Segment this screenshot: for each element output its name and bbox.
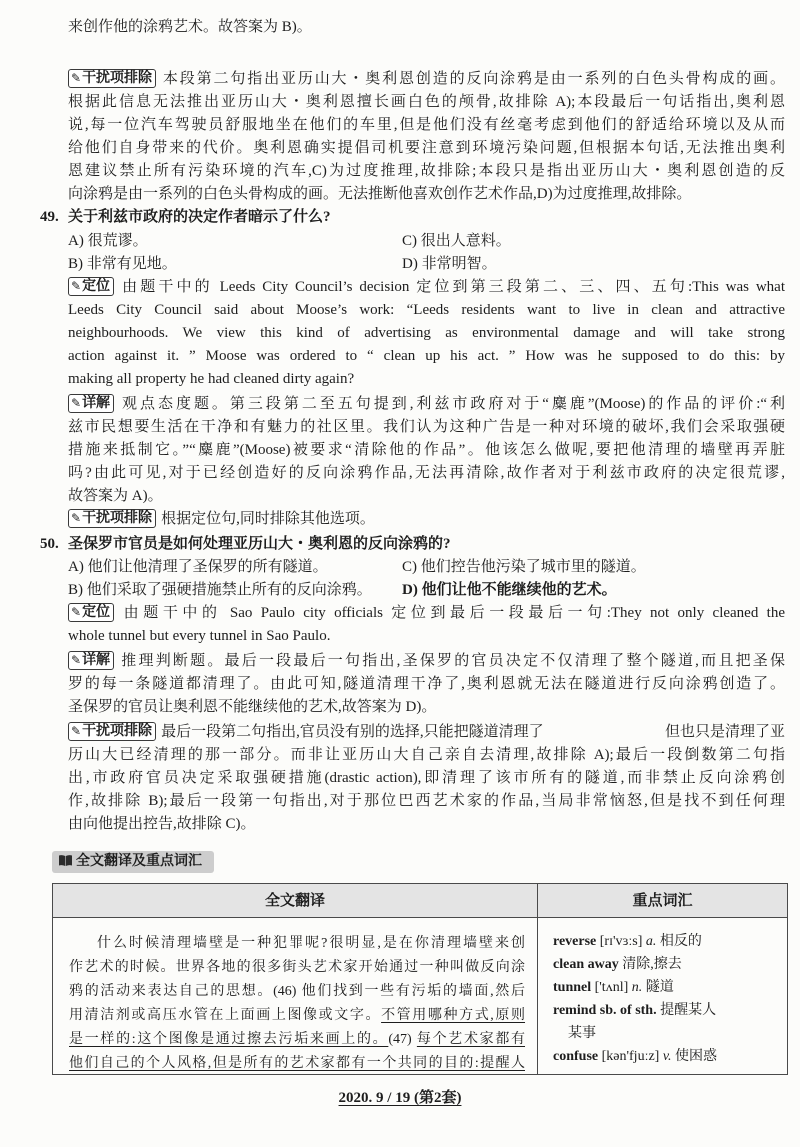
column-header-translation: 全文翻译 bbox=[53, 884, 538, 918]
option-a: A) 很荒谬。 bbox=[68, 233, 148, 249]
text-line: 故答案为 A)。 bbox=[68, 488, 163, 504]
pencil-icon: ✎ bbox=[71, 396, 82, 410]
pencil-icon: ✎ bbox=[71, 605, 82, 619]
option-a: A) 他们让他清理了圣保罗的所有隧道。 bbox=[68, 559, 328, 575]
question-50 bbox=[40, 533, 785, 556]
q50-options bbox=[68, 556, 785, 602]
q50-explanation bbox=[68, 650, 785, 719]
pencil-icon: ✎ bbox=[71, 279, 82, 293]
text-line: 说,每一位汽车驾驶员舒服地坐在他们的车里,但是他们没有丝毫考虑到他们的舒适给环境以及从而 bbox=[68, 117, 785, 133]
question-stem: 49. 关于利兹市政府的决定作者暗示了什么? bbox=[68, 206, 785, 229]
text-line: 恩建议禁止所有污染环境的汽车,C)为过度推理,故排除;本段只是指出亚历山大・奥利恩创造的反 bbox=[68, 163, 785, 179]
vocab-entry: clean away 清除,擦去 bbox=[553, 957, 682, 972]
translation-line: 什么时候清理墙壁是一种犯罪呢?很明显,是在你清理墙壁来创 bbox=[97, 936, 525, 951]
translation-line: 是一样的:这个图像是通过擦去污垢来画上的。(47) 每个艺术家都有 bbox=[69, 1032, 526, 1047]
text-line: 由向他提出控告,故排除 C)。 bbox=[68, 816, 256, 832]
q50-distractor-analysis bbox=[68, 721, 785, 836]
option-d: D) 非常明智。 bbox=[402, 256, 497, 272]
column-header-vocab: 重点词汇 bbox=[538, 884, 787, 918]
text-line: neighbourhoods. We view this kind of advertising as environmental damage and will take strong bbox=[68, 325, 785, 341]
text-line: 吗?由此可见,对于已经创造好的反向涂鸦作品,无法再清除,故作者对于利兹市政府的决定很荒谬, bbox=[68, 465, 785, 481]
explain-tag: ✎详解 bbox=[68, 394, 114, 413]
text-line: 历山大已经清理的那一部分。而非让亚历山大自己亲自去清理,故排除 A);最后一段倒数第二句指 bbox=[68, 747, 785, 763]
question-stem: 50. 圣保罗市官员是如何处理亚历山大・奥利恩的反向涂鸦的? bbox=[68, 533, 785, 556]
distractor-tag: ✎干扰项排除 bbox=[68, 69, 156, 88]
explain-tag: ✎详解 bbox=[68, 651, 114, 670]
text-line: ✎定位 由题干中的 Sao Paulo city officials 定位到最后一段最后一句:They not only cleaned the bbox=[68, 602, 785, 625]
page-footer bbox=[0, 1087, 800, 1110]
translation-line: 用清洁剂或高压水管在上面画上图像或文字。不管用哪种方式,原则 bbox=[69, 1008, 526, 1023]
text-line: 罗的每一条隧道都清理了。由此可知,隧道清理干净了,奥利恩就无法在隧道进行反向涂鸦创造了。 bbox=[68, 676, 785, 692]
vocab-entry: remind sb. of sth. 提醒某人 bbox=[553, 1003, 717, 1018]
text-line: 根据此信息无法推出亚历山大・奥利恩擅长画白色的颅骨,故排除 A);本段最后一句话指出,奥利恩 bbox=[68, 94, 785, 110]
text-line: ✎干扰项排除 根据定位句,同时排除其他选项。 bbox=[68, 508, 785, 531]
issue-label: 2020. 9 / 19 (第2套) bbox=[338, 1090, 462, 1106]
distractor-tag: ✎干扰项排除 bbox=[68, 509, 156, 528]
text-line: 来创作他的涂鸦艺术。故答案为 B)。 bbox=[68, 19, 312, 35]
text-line: making all property he had cleaned dirty again? bbox=[68, 371, 355, 387]
previous-answer-continuation bbox=[68, 16, 785, 39]
q49-explanation bbox=[68, 393, 785, 508]
text-line: 作,故排除 B);最后一段第一句指出,对于那位巴西艺术家的作品,当局非常恼怒,但是找不到任何理 bbox=[68, 793, 785, 809]
vocab-entry: confuse [kən'fjuːz] v. 使困惑 bbox=[553, 1049, 718, 1064]
option-c: C) 他们控告他污染了城市里的隧道。 bbox=[402, 559, 646, 575]
translation-line: 作艺术的时候。世界各地的很多街头艺术家开始通过一种叫做反向涂 bbox=[69, 960, 525, 975]
question-number: 49. bbox=[40, 209, 59, 225]
locate-tag: ✎定位 bbox=[68, 277, 114, 296]
text-line: 给他们自身带来的代价。奥利恩确实提倡司机要注意到环境污染问题,但根据本句话,无法推出奥利 bbox=[68, 140, 785, 156]
text-line: ✎详解 观点态度题。第三段第二至五句提到,利兹市政府对于“麋鹿”(Moose)的作品的评价:“利 bbox=[68, 393, 785, 416]
q48-distractor-analysis bbox=[68, 68, 785, 206]
option-c: C) 很出人意料。 bbox=[402, 233, 511, 249]
vocab-cell bbox=[538, 918, 787, 1074]
question-49 bbox=[40, 206, 785, 229]
text-line: ✎详解 推理判断题。最后一段最后一句指出,圣保罗的官员决定不仅清理了整个隧道,而且把圣保 bbox=[68, 650, 785, 673]
option-b: B) 非常有见地。 bbox=[68, 256, 177, 272]
q50-locate bbox=[68, 602, 785, 648]
text-line: 圣保罗的官员让奥利恩不能继续他的艺术,故答案为 D)。 bbox=[68, 699, 437, 715]
option-b: B) 他们采取了强硬措施禁止所有的反向涂鸦。 bbox=[68, 582, 372, 598]
text-line: ✎干扰项排除 最后一段第二句指出,官员没有别的选择,只能把隧道清理了 但也只是清理了亚 bbox=[68, 721, 785, 744]
text-line: 出,市政府官员决定采取强硬措施(drastic action),即清理了该市所有的隧道,而非禁止反向涂鸦创 bbox=[68, 770, 785, 786]
text-line: action against it. ” Moose was ordered to “ clean up his act. ” How was he supposed to do this: by bbox=[68, 348, 785, 364]
text-line: ✎定位 由题干中的 Leeds City Council’s decision 定位到第三段第二、三、四、五句:This was what bbox=[68, 276, 785, 299]
distractor-tag: ✎干扰项排除 bbox=[68, 722, 156, 741]
locate-tag: ✎定位 bbox=[68, 603, 114, 622]
translation-vocab-table bbox=[52, 883, 788, 1075]
text-line: 兹市民想要生活在干净和有魅力的社区里。我们认为这种广告是一种对环境的破坏,我们会采取强硬 bbox=[68, 419, 785, 435]
pencil-icon: ✎ bbox=[71, 511, 82, 525]
q49-distractor-analysis bbox=[68, 508, 785, 531]
text-line: 措施来抵制它。”“麋鹿”(Moose)被要求“清除他的作品”。他该怎么做呢,要把他清理的墙壁再弄脏 bbox=[68, 442, 785, 458]
text-line: whole tunnel but every tunnel in Sao Paulo. bbox=[68, 628, 331, 644]
text-line: 向涂鸦是由一系列的白色头骨构成的画。无法推断他喜欢创作艺术作品,D)为过度推理,故排除。 bbox=[68, 186, 692, 202]
question-number: 50. bbox=[40, 536, 59, 552]
translation-section-header: 全文翻译及重点词汇 bbox=[52, 851, 214, 873]
text-line: Leeds City Council said about Moose’s work: “Leeds residents want to live in clean and attractive bbox=[68, 302, 785, 318]
pencil-icon: ✎ bbox=[71, 653, 82, 667]
vocab-entry-continued: 某事 bbox=[568, 1026, 596, 1041]
book-icon bbox=[58, 854, 73, 867]
translation-line: 他们自己的个人风格,但是所有的艺术家都有一个共同的目的:提醒人 bbox=[69, 1056, 525, 1071]
q49-locate bbox=[68, 276, 785, 391]
pencil-icon: ✎ bbox=[71, 724, 82, 738]
vocab-entry: reverse [rɪ'vɜːs] a. 相反的 bbox=[553, 934, 702, 949]
q49-options bbox=[68, 230, 785, 276]
translation-cell bbox=[53, 918, 538, 1074]
translation-line: 鸦的活动来表达自己的思想。(46) 他们找到一些有污垢的墙面,然后 bbox=[69, 984, 525, 999]
pencil-icon: ✎ bbox=[71, 71, 82, 85]
text-line: ✎干扰项排除 本段第二句指出亚历山大・奥利恩创造的反向涂鸦是由一系列的白色头骨构成的画。 bbox=[68, 68, 785, 91]
vocab-entry: tunnel ['tʌnl] n. 隧道 bbox=[553, 980, 674, 995]
option-d-answer: D) 他们让他不能继续他的艺术。 bbox=[402, 582, 617, 598]
